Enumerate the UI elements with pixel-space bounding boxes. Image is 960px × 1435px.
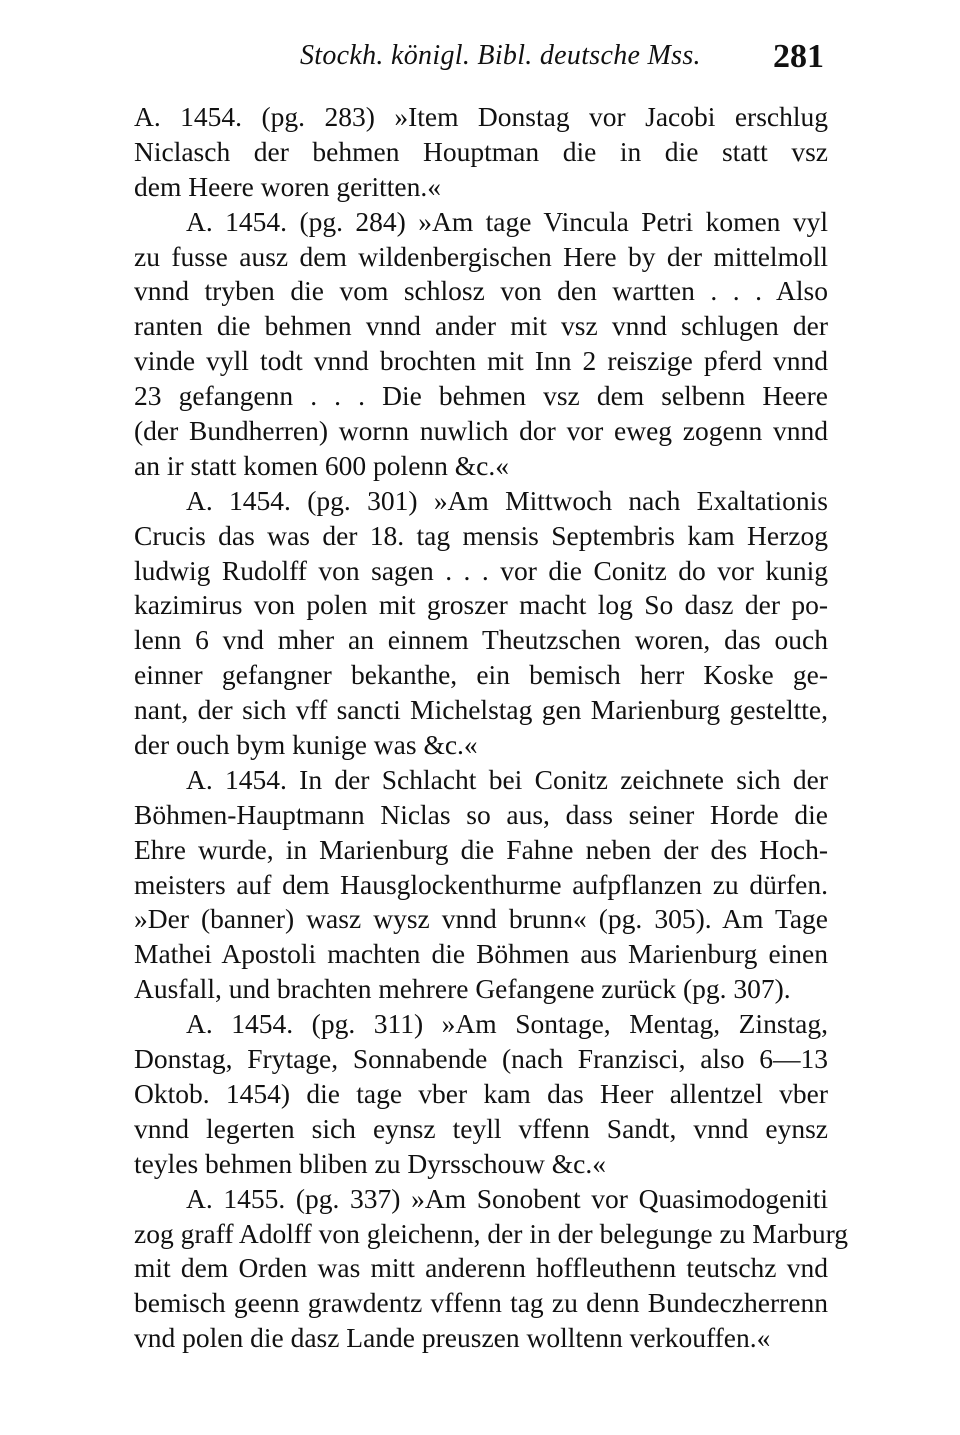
text-line: einner gefangner bekanthe, ein bemisch herr Koske ge- [134,659,828,691]
text-line: teyles behmen bliben zu Dyrsschouw &c.« [134,1147,606,1179]
text-line: A. 1455. (pg. 337) »Am Sonobent vor Quasimodogeniti [186,1182,828,1214]
text-line: vinde vyll todt vnnd brochten mit Inn 2 reiszige pferd vnnd [134,345,828,377]
text-line: an ir statt komen 600 polenn &c.« [134,449,509,481]
text-line: Niclasch der behmen Houptman die in die statt vsz [134,135,828,167]
body-text [134,100,849,1356]
text-line: Donstag, Frytage, Sonnabende (nach Franzisci, also 6—13 [134,1043,828,1075]
text-line: A. 1454. In der Schlacht bei Conitz zeichnete sich der [186,763,828,795]
text-line: bemisch geenn grawdentz vffenn tag zu denn Bundeczherrenn [134,1287,828,1319]
page-number: 281 [773,38,824,75]
text-line: ranten die behmen vnnd ander mit vsz vnnd schlugen der [134,310,828,342]
running-head: Stockh. königl. Bibl. deutsche Mss. [300,40,701,71]
text-line: Oktob. 1454) die tage vber kam das Heer allentzel vber [134,1077,828,1109]
text-line: 23 gefangenn . . . Die behmen vsz dem selbenn Heere [134,380,828,412]
page-header [0,40,960,80]
text-line: meisters auf dem Hausglockenthurme aufpflanzen zu dürfen. [134,868,828,900]
text-line: dem Heere woren geritten.« [134,170,441,202]
text-line: nant, der sich vff sancti Michelstag gen Marienburg gesteltte, [134,694,828,726]
text-line: lenn 6 vnd mher an einnem Theutzschen woren, das ouch [134,624,828,656]
text-line: der ouch bym kunige was &c.« [134,729,478,761]
text-line: Ehre wurde, in Marienburg die Fahne neben der des Hoch- [134,833,828,865]
text-line: Böhmen-Hauptmann Niclas so aus, dass seiner Horde die [134,798,828,830]
text-line: A. 1454. (pg. 301) »Am Mittwoch nach Exaltationis [186,484,828,516]
text-line: Mathei Apostoli machten die Böhmen aus Marienburg einen [134,938,828,970]
text-line: ludwig Rudolff von sagen . . . vor die Conitz do vor kunig [134,554,828,586]
text-line: (der Bundherren) wornn nuwlich dor vor eweg zogenn vnnd [134,415,828,447]
text-line: vnd polen die dasz Lande preuszen wolltenn verkouffen.« [134,1322,771,1354]
text-line: Ausfall, und brachten mehrere Gefangene zurück (pg. 307). [134,973,791,1005]
text-line: kazimirus von polen mit groszer macht log So dasz der po- [134,589,828,621]
text-line: zu fusse ausz dem wildenbergischen Here by der mittelmoll [134,240,828,272]
text-line: »Der (banner) wasz wysz vnnd brunn« (pg. 305). Am Tage [134,903,828,935]
text-line: A. 1454. (pg. 311) »Am Sontage, Mentag, Zinstag, [186,1008,828,1040]
text-line: mit dem Orden was mitt anderenn hoffleuthenn teutschz vnd [134,1252,828,1284]
text-line: vnnd legerten sich eynsz teyll vffenn Sandt, vnnd eynsz [134,1112,828,1144]
text-line: Crucis das was der 18. tag mensis Septembris kam Herzog [134,519,828,551]
text-line: vnnd tryben die vom schlosz von den wartten . . . Also [134,275,828,307]
text-line: zog graff Adolff von gleichenn, der in der belegunge zu Marburg [134,1217,849,1249]
text-line: A. 1454. (pg. 283) »Item Donstag vor Jacobi erschlug [134,101,828,132]
text-line: A. 1454. (pg. 284) »Am tage Vincula Petri komen vyl [186,205,828,237]
